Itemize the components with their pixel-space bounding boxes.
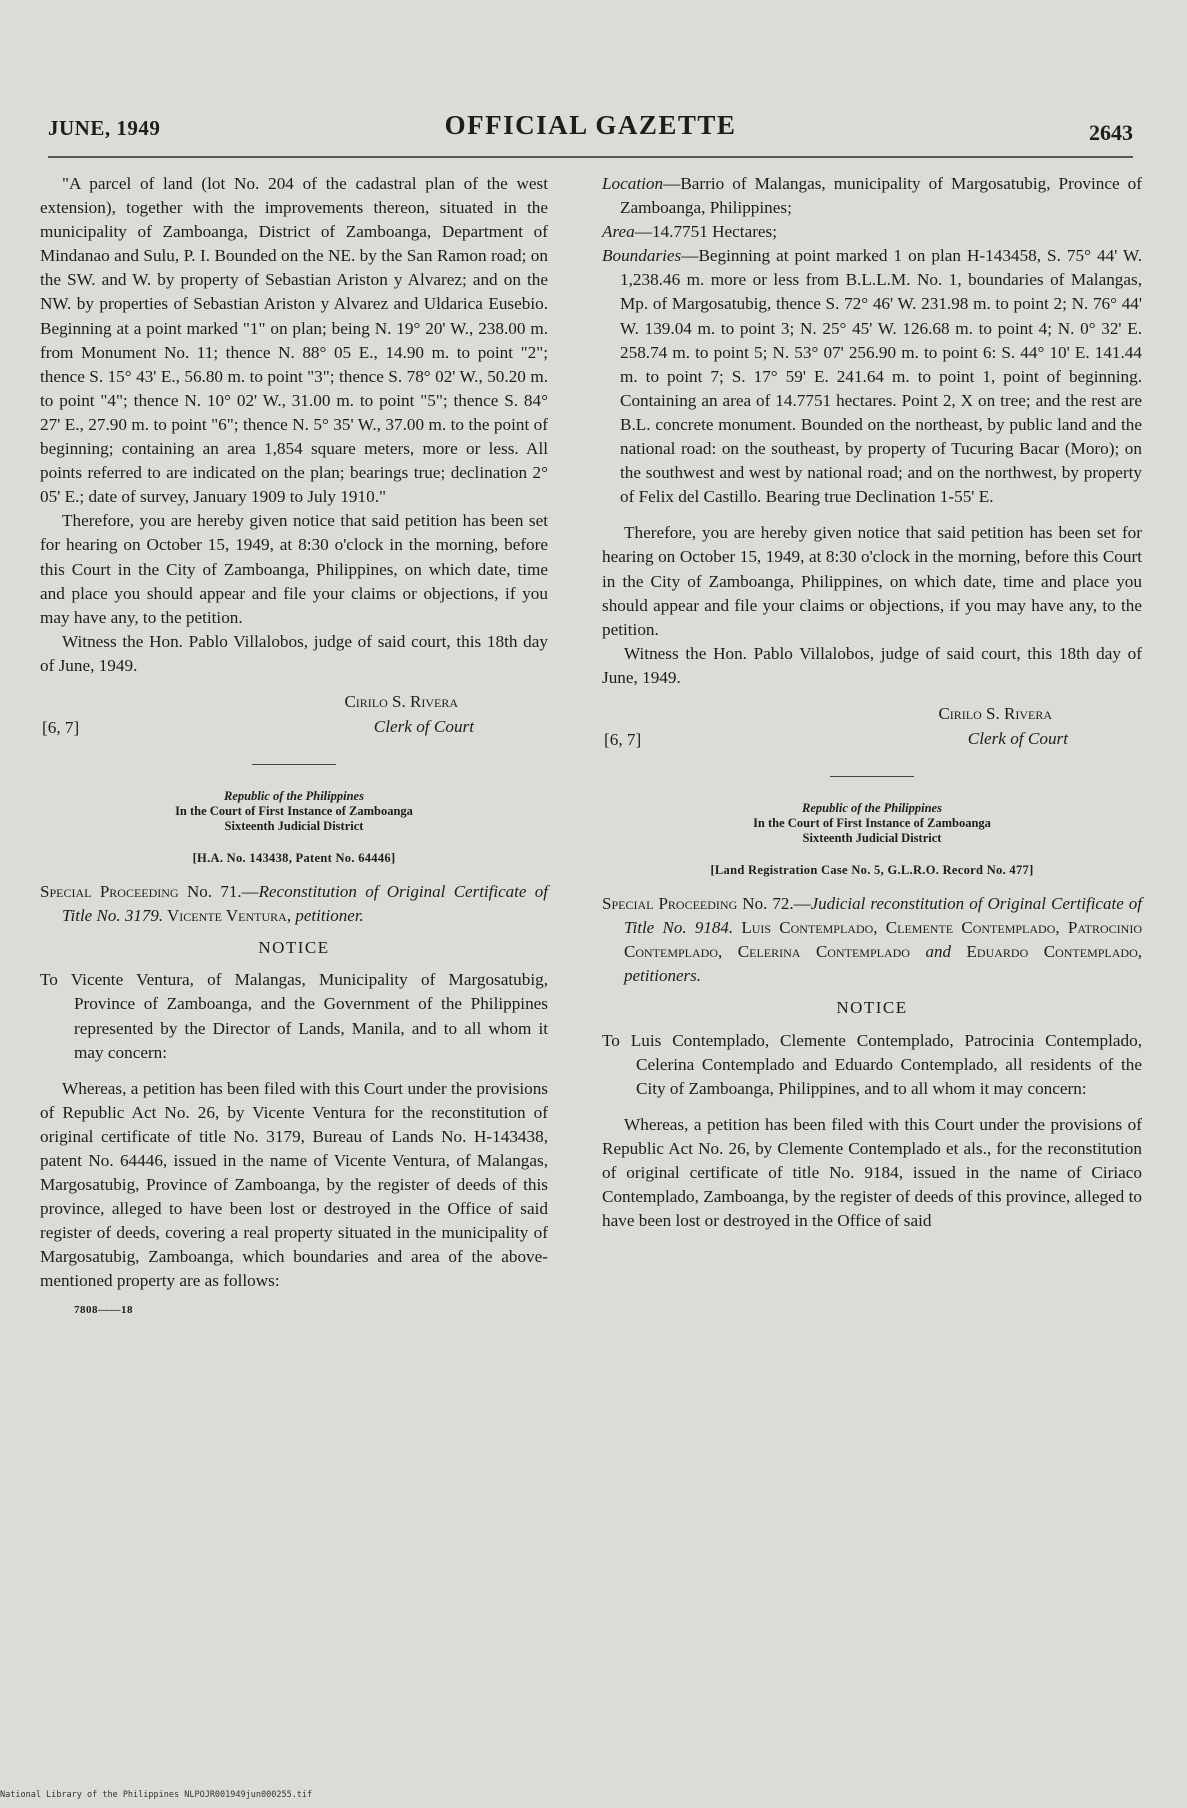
- right-column: [602, 172, 1142, 1233]
- signatory-name: Cirilo S. Rivera: [938, 703, 1052, 723]
- addressee-paragraph: To Luis Contemplado, Clemente Contemplado, Patrocinia Contemplado, Celerina Contemplado and Eduardo Contemplado, all residents of the City of Zamboanga, Philippines, and to all whom it may concern:: [602, 1030, 1142, 1098]
- court-line-republic: Republic of the Philippines: [802, 800, 942, 815]
- header-title: OFFICIAL GAZETTE: [444, 110, 737, 140]
- section-divider: [252, 764, 336, 765]
- caption-role: petitioners.: [624, 966, 701, 986]
- issue-citation: [6, 7]: [604, 729, 642, 749]
- area-entry: [602, 220, 1142, 244]
- notice-heading: NOTICE: [258, 938, 330, 958]
- caption-proceeding: Special Proceeding: [602, 894, 738, 914]
- location-text: —Barrio of Malangas, municipality of Margosatubig, Province of Zamboanga, Philippines;: [620, 174, 1142, 218]
- location-entry: [602, 172, 1142, 220]
- scan-footer: National Library of the Philippines NLPOJR001949jun000255.tif: [0, 1790, 313, 1800]
- court-line-instance: In the Court of First Instance of Zamboanga: [753, 815, 991, 830]
- lot-description: "A parcel of land (lot No. 204 of the cadastral plan of the west extension), together with the improvements thereon, situated in the municipality of Zamboanga, District of Zamboanga, Department of Mindanao and Sulu, P. I. Bounded on the NE. by the San Ramon road; on the SW. and W. by property of Sebastian Ariston y Alvarez; and on the NW. by properties of Sebastian Ariston y Alvarez and Uldarica Eusebio. Beginning at a point marked "1" on plan; being N. 19° 20' W., 238.00 m. from Monument No. 11; thence N. 88° 05 E., 14.90 m. to point "2"; thence S. 15° 43' E., 56.80 m. to point "3"; thence S. 78° 02' W., 50.20 m. to point "4"; thence N. 10° 02' W., 31.00 m. to point "5"; thence S. 84° 27' E., 27.90 m. to point "6"; thence N. 5° 35' W., 37.00 m. to the point of beginning; containing an area 1,854 square meters, more or less. All points referred to are indicated on the plan; bearings true; declination 2° 05' E.; date of survey, January 1909 to July 1910.": [40, 174, 548, 507]
- issue-citation: [6, 7]: [42, 717, 80, 737]
- court-line-instance: In the Court of First Instance of Zamboanga: [175, 803, 413, 818]
- boundaries-entry: [602, 244, 1142, 509]
- court-line-republic: Republic of the Philippines: [224, 788, 364, 803]
- area-text: —14.7751 Hectares;: [634, 222, 778, 242]
- case-number: [H.A. No. 143438, Patent No. 64446]: [192, 850, 396, 865]
- page-header: [48, 110, 1133, 150]
- signatory-title: Clerk of Court: [967, 728, 1068, 748]
- caption-subject: Judicial reconstitution of Original Certificate of Title No. 9184.: [624, 894, 1142, 938]
- proceeding-caption: [40, 880, 548, 928]
- signatory-title: Clerk of Court: [373, 716, 474, 736]
- caption-subject: Reconstitution of Original Certificate of Title No. 3179.: [62, 882, 549, 926]
- caption-petitioner: Vicente Ventura,: [163, 906, 292, 926]
- whereas-paragraph: Whereas, a petition has been filed with this Court under the provisions of Republic Act No. 26, by Vicente Ventura for the reconstitution of original certificate of title No. 3179, Bureau of Lands No. H-143438, patent No. 64446, issued in the name of Vicente Ventura, of Malangas, Margosatubig, Province of Zamboanga, by the register of deeds of this province, alleged to have been lost or destroyed in the Office of said register of deeds, covering a real property situated in the municipality of Margosatubig, Zamboanga, which boundaries and area of the above-mentioned property are as follows:: [40, 1078, 548, 1291]
- signature-block: [602, 702, 1142, 754]
- caption-number: No. 72.—: [737, 894, 811, 914]
- left-column: [40, 172, 548, 1322]
- court-heading: [40, 789, 548, 834]
- court-line-district: Sixteenth Judicial District: [224, 818, 364, 833]
- hearing-notice-paragraph: Therefore, you are hereby given notice that said petition has been set for hearing on October 15, 1949, at 8:30 o'clock in the morning, before this Court in the City of Zamboanga, Philippines, on which date, time and place you should appear and file your claims or objections, if you may have any, to the petition.: [40, 511, 548, 627]
- addressee-paragraph: To Vicente Ventura, of Malangas, Municipality of Margosatubig, Province of Zamboanga, and the Government of the Philippines represented by the Director of Lands, Manila, and to all whom it may concern:: [40, 970, 548, 1062]
- boundaries-label: Boundaries: [602, 246, 682, 266]
- print-code: 7808——18: [74, 1303, 133, 1316]
- page-number: 2643: [1089, 120, 1133, 145]
- witness-paragraph: Witness the Hon. Pablo Villalobos, judge of said court, this 18th day of June, 1949.: [602, 643, 1142, 687]
- caption-petitioners: Luis Contemplado, Clemente Contemplado, Patrocinio Contemplado, Celerina Contemplado: [624, 918, 1142, 962]
- witness-paragraph: Witness the Hon. Pablo Villalobos, judge of said court, this 18th day of June, 1949.: [40, 631, 548, 675]
- caption-last-petitioner: Eduardo Contemplado,: [966, 942, 1143, 962]
- proceeding-caption: [602, 892, 1142, 988]
- caption-role: petitioner.: [291, 906, 364, 926]
- header-rule: [48, 156, 1133, 158]
- court-heading: [602, 801, 1142, 846]
- notice-heading: NOTICE: [836, 998, 908, 1018]
- hearing-notice-paragraph: Therefore, you are hereby given notice that said petition has been set for hearing on October 15, 1949, at 8:30 o'clock in the morning, before this Court in the City of Zamboanga, Philippines, on which date, time and place you should appear and file your claims or objections, if you may have any, to the petition.: [602, 523, 1142, 639]
- header-date: JUNE, 1949: [48, 116, 161, 140]
- caption-number: No. 71.—: [178, 882, 259, 902]
- signatory-name: Cirilo S. Rivera: [344, 691, 458, 711]
- court-line-district: Sixteenth Judicial District: [802, 830, 942, 845]
- section-divider: [830, 776, 914, 777]
- signature-block: [40, 690, 548, 742]
- case-number: [Land Registration Case No. 5, G.L.R.O. Record No. 477]: [710, 862, 1034, 877]
- location-label: Location: [602, 174, 664, 193]
- whereas-paragraph: Whereas, a petition has been filed with this Court under the provisions of Republic Act No. 26, by Clemente Contemplado et als., for the reconstitution of original certificate of title No. 9184, issued in the name of Ciriaco Contemplado, Zamboanga, by the register of deeds of this province, alleged to have been lost or destroyed in the Office of said: [602, 1114, 1142, 1231]
- caption-proceeding: Special Proceeding: [40, 882, 179, 902]
- caption-and: and: [909, 942, 967, 962]
- area-label: Area: [602, 222, 635, 242]
- boundaries-text: —Beginning at point marked 1 on plan H-143458, S. 75° 44' W. 1,238.46 m. more or less from B.L.L.M. No. 1, boundaries of Malangas, Mp. of Margosatubig, thence S. 72° 46' W. 231.98 m. to point 2; N. 76° 44' W. 139.04 m. to point 3; N. 25° 45' W. 126.68 m. to point 4; N. 0° 32' E. 258.74 m. to point 5; N. 53° 07' 256.90 m. to point 6: S. 44° 10' E. 141.44 m. to point 7; S. 17° 59' E. 241.64 m. to point 1, point of beginning. Containing an area of 14.7751 hectares. Point 2, X on tree; and the rest are B.L. concrete monument. Bounded on the northeast, by public land and the national road: on the southeast, by property of Tucuring Bacar (Moro); on the southwest and west by national road; and on the northwest, by property of Felix del Castillo. Bearing true Declination 1-55' E.: [620, 246, 1142, 507]
